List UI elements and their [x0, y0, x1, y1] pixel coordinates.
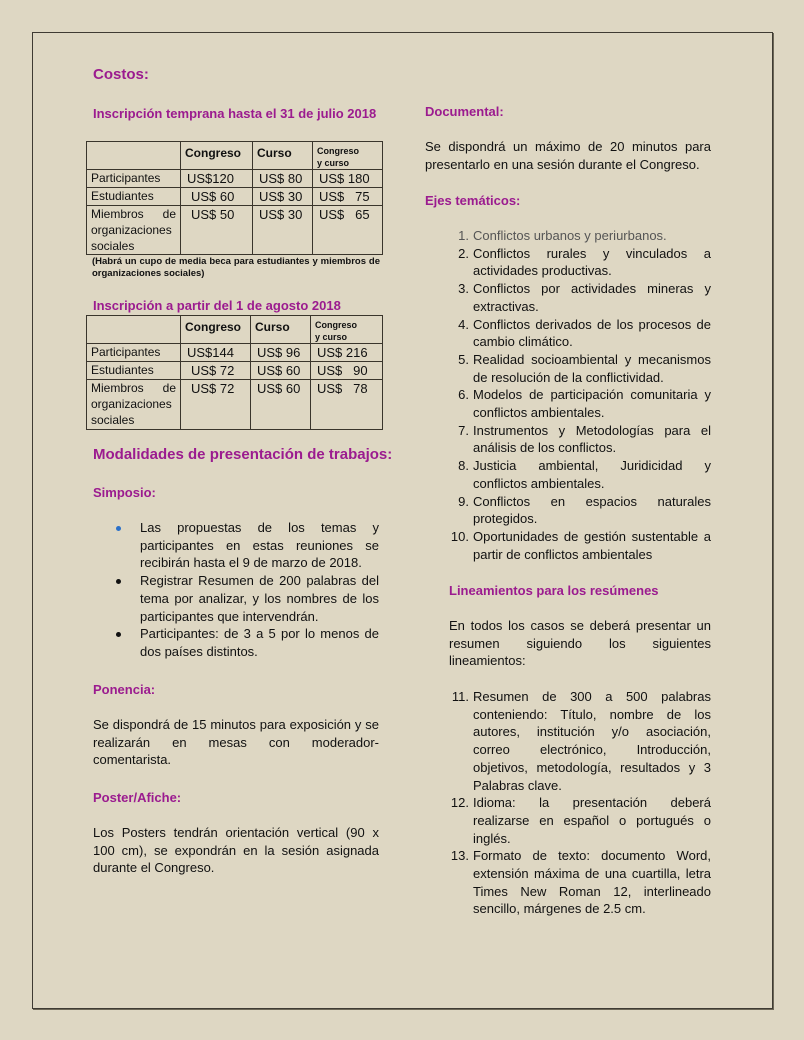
documental-heading: Documental: — [425, 104, 504, 119]
cell-curso: US$ 30 — [253, 206, 313, 255]
list-item: 8. Justicia ambiental, Juridicidad y conflictos ambientales. — [458, 458, 711, 491]
cell-ambos: US$ 78 — [311, 380, 383, 430]
list-item: 1. Conflictos urbanos y periurbanos. — [458, 228, 667, 243]
early-registration-heading: Inscripción temprana hasta el 31 de julio 2018 — [93, 106, 377, 121]
cell-ambos: US$ 75 — [313, 188, 383, 206]
table-header-row — [87, 142, 383, 170]
lineamientos-intro: En todos los casos se deberá presentar un resumen siguiendo los siguientes lineamientos: — [449, 618, 711, 669]
row-label: Miembros de organizaciones sociales — [87, 206, 181, 255]
cell-ambos: US$ 90 — [311, 362, 383, 380]
table-row — [87, 170, 383, 188]
lineamientos-heading: Lineamientos para los resúmenes — [449, 583, 659, 598]
header-curso: Curso — [251, 316, 311, 344]
table-row — [87, 362, 383, 380]
list-item: 2. Conflictos rurales y vinculados a actividades productivas. — [458, 245, 711, 279]
documental-text: Se dispondrá un máximo de 20 minutos para presentarlo en una sesión durante el Congreso. — [425, 139, 711, 172]
ponencia-heading: Ponencia: — [93, 682, 156, 697]
table-header-row — [87, 316, 383, 344]
cell-curso: US$ 80 — [253, 170, 313, 188]
header-empty — [87, 316, 181, 344]
table-row — [87, 188, 383, 206]
table-row — [87, 344, 383, 362]
poster-heading: Poster/Afiche: — [93, 790, 182, 805]
poster-text: Los Posters tendrán orientación vertical (90 x 100 cm), se expondrán en la sesión asignada durante el Congreso. — [93, 825, 379, 876]
simposio-heading: Simposio: — [93, 485, 156, 500]
scholarship-note: (Habrá un cupo de media beca para estudiantes y miembros de organizaciones sociales) — [92, 256, 380, 279]
ponencia-text: Se dispondrá de 15 minutos para exposición y se realizarán en mesas con moderador-comentarista. — [93, 717, 379, 768]
bullet-icon — [116, 526, 121, 531]
cell-curso: US$ 30 — [253, 188, 313, 206]
table-row — [87, 206, 383, 255]
lineamientos-list — [425, 688, 711, 918]
cell-congreso: US$144 — [181, 344, 251, 362]
costos-heading: Costos: — [93, 66, 149, 83]
list-item: Participantes: de 3 a 5 por lo menos de dos países distintos. — [93, 625, 379, 660]
early-cost-table — [86, 141, 383, 255]
list-item: 5. Realidad socioambiental y mecanismos de resolución de la conflictividad. — [458, 351, 711, 385]
list-item: 9. Conflictos en espacios naturales protegidos. — [458, 493, 711, 527]
cell-ambos: US$ 180 — [313, 170, 383, 188]
list-item: 7. Instrumentos y Metodologías para el análisis de los conflictos. — [458, 422, 711, 456]
header-congreso-curso: Congreso y curso — [313, 142, 383, 170]
list-item: 12. Idioma: la presentación deberá realizarse en español o portugués o inglés. — [450, 795, 711, 846]
ejes-list — [425, 227, 711, 563]
cell-congreso: US$120 — [181, 170, 253, 188]
cell-congreso: US$ 72 — [181, 380, 251, 430]
row-label: Estudiantes — [87, 188, 181, 206]
cell-curso: US$ 96 — [251, 344, 311, 362]
list-item: 13. Formato de texto: documento Word, extensión máxima de una cuartilla, letra Times New Roman 12, interlineado sencillo, márgenes de 2.5 cm. — [450, 848, 711, 917]
cell-congreso: US$ 60 — [181, 188, 253, 206]
header-curso: Curso — [253, 142, 313, 170]
header-congreso: Congreso — [181, 316, 251, 344]
cell-curso: US$ 60 — [251, 362, 311, 380]
list-item: 3. Conflictos por actividades mineras y extractivas. — [458, 281, 711, 314]
late-cost-table — [86, 315, 383, 430]
row-label: Miembros de organizaciones sociales — [87, 380, 181, 430]
list-item: 4. Conflictos derivados de los procesos de cambio climático. — [458, 316, 711, 350]
table-row — [87, 380, 383, 430]
bullet-icon — [116, 579, 121, 584]
header-congreso: Congreso — [181, 142, 253, 170]
cell-congreso: US$ 72 — [181, 362, 251, 380]
row-label: Participantes — [87, 344, 181, 362]
list-item: Las propuestas de los temas y participantes en estas reuniones se recibirán hasta el 9 de marzo de 2018. — [93, 519, 379, 572]
list-item: 6. Modelos de participación comunitaria y conflictos ambientales. — [458, 387, 711, 421]
cell-congreso: US$ 50 — [181, 206, 253, 255]
row-label: Estudiantes — [87, 362, 181, 380]
bullet-icon — [116, 632, 121, 637]
row-label: Participantes — [87, 170, 181, 188]
header-empty — [87, 142, 181, 170]
cell-curso: US$ 60 — [251, 380, 311, 430]
cell-ambos: US$ 216 — [311, 344, 383, 362]
ejes-heading: Ejes temáticos: — [425, 193, 521, 208]
modalidades-heading: Modalidades de presentación de trabajos: — [93, 446, 393, 463]
late-registration-heading: Inscripción a partir del 1 de agosto 2018 — [93, 298, 341, 313]
list-item: 10. Oportunidades de gestión sustentable a partir de conflictos ambientales — [450, 528, 711, 562]
simposio-list — [93, 519, 379, 661]
list-item: 11. Resumen de 300 a 500 palabras conteniendo: Título, nombre de los autores, institución y/o asociación, correo electrónico, Introducción, objetivos, metodología, resultados y 3 Palabras clave. — [451, 689, 711, 793]
header-congreso-curso: Congreso y curso — [311, 316, 383, 344]
list-item: Registrar Resumen de 200 palabras del tema por analizar, y los nombres de los participantes que intervendrán. — [93, 572, 379, 625]
cell-ambos: US$ 65 — [313, 206, 383, 255]
